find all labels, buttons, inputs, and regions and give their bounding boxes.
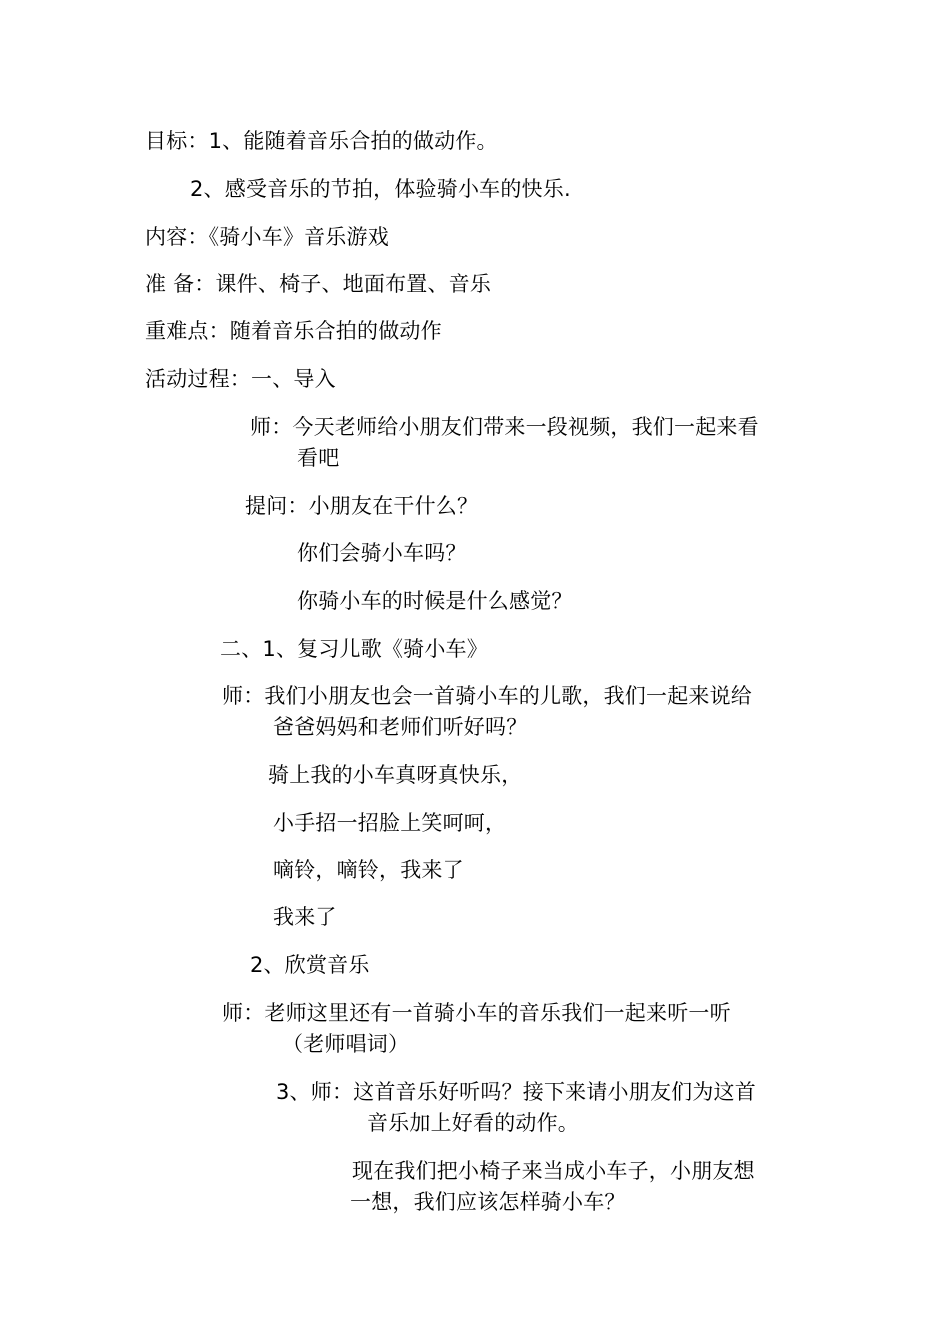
question-2: 你们会骑小车吗？ <box>297 541 467 565</box>
section-2-3-line: 3、师：这首音乐好听吗？接下来请小朋友们为这首 <box>276 1080 756 1104</box>
teacher-line-2-cont: 爸爸妈妈和老师们听好吗？ <box>273 715 528 739</box>
teacher-line-1: 师：今天老师给小朋友们带来一段视频，我们一起来看 <box>250 415 759 439</box>
key-difficulty-line: 重难点：随着音乐合拍的做动作 <box>145 319 442 343</box>
song-line-2: 小手招一招脸上笑呵呵， <box>273 811 507 835</box>
teacher-line-1-cont: 看吧 <box>297 446 340 470</box>
teacher-line-3-cont: （老师唱词） <box>282 1032 410 1056</box>
goal-line-2: 2、感受音乐的节拍，体验骑小车的快乐. <box>190 177 571 201</box>
song-line-1: 骑上我的小车真呀真快乐， <box>268 763 523 787</box>
song-line-4: 我来了 <box>273 905 337 929</box>
question-line: 提问：小朋友在干什么？ <box>245 494 479 518</box>
teacher-line-3: 师：老师这里还有一首骑小车的音乐我们一起来听一听 <box>222 1001 731 1025</box>
section-2-3-line-cont: 音乐加上好看的动作。 <box>367 1111 579 1135</box>
chair-line-2: 一想，我们应该怎样骑小车？ <box>350 1190 626 1214</box>
activity-process-line: 活动过程：一、导入 <box>145 367 336 391</box>
section-2-2-heading: 2、欣赏音乐 <box>250 953 370 977</box>
content-line: 内容：《骑小车》音乐游戏 <box>145 225 389 249</box>
section-2-heading: 二、1、复习儿歌《骑小车》 <box>220 637 488 661</box>
preparation-line: 准 备：课件、椅子、地面布置、音乐 <box>145 272 492 296</box>
question-3: 你骑小车的时候是什么感觉？ <box>297 589 573 613</box>
teacher-line-2: 师：我们小朋友也会一首骑小车的儿歌，我们一起来说给 <box>222 684 752 708</box>
song-line-3: 嘀铃，嘀铃，我来了 <box>273 858 464 882</box>
chair-line-1: 现在我们把小椅子来当成小车子，小朋友想 <box>352 1159 755 1183</box>
goal-line-1: 目标：1、能随着音乐合拍的做动作。 <box>145 129 498 153</box>
